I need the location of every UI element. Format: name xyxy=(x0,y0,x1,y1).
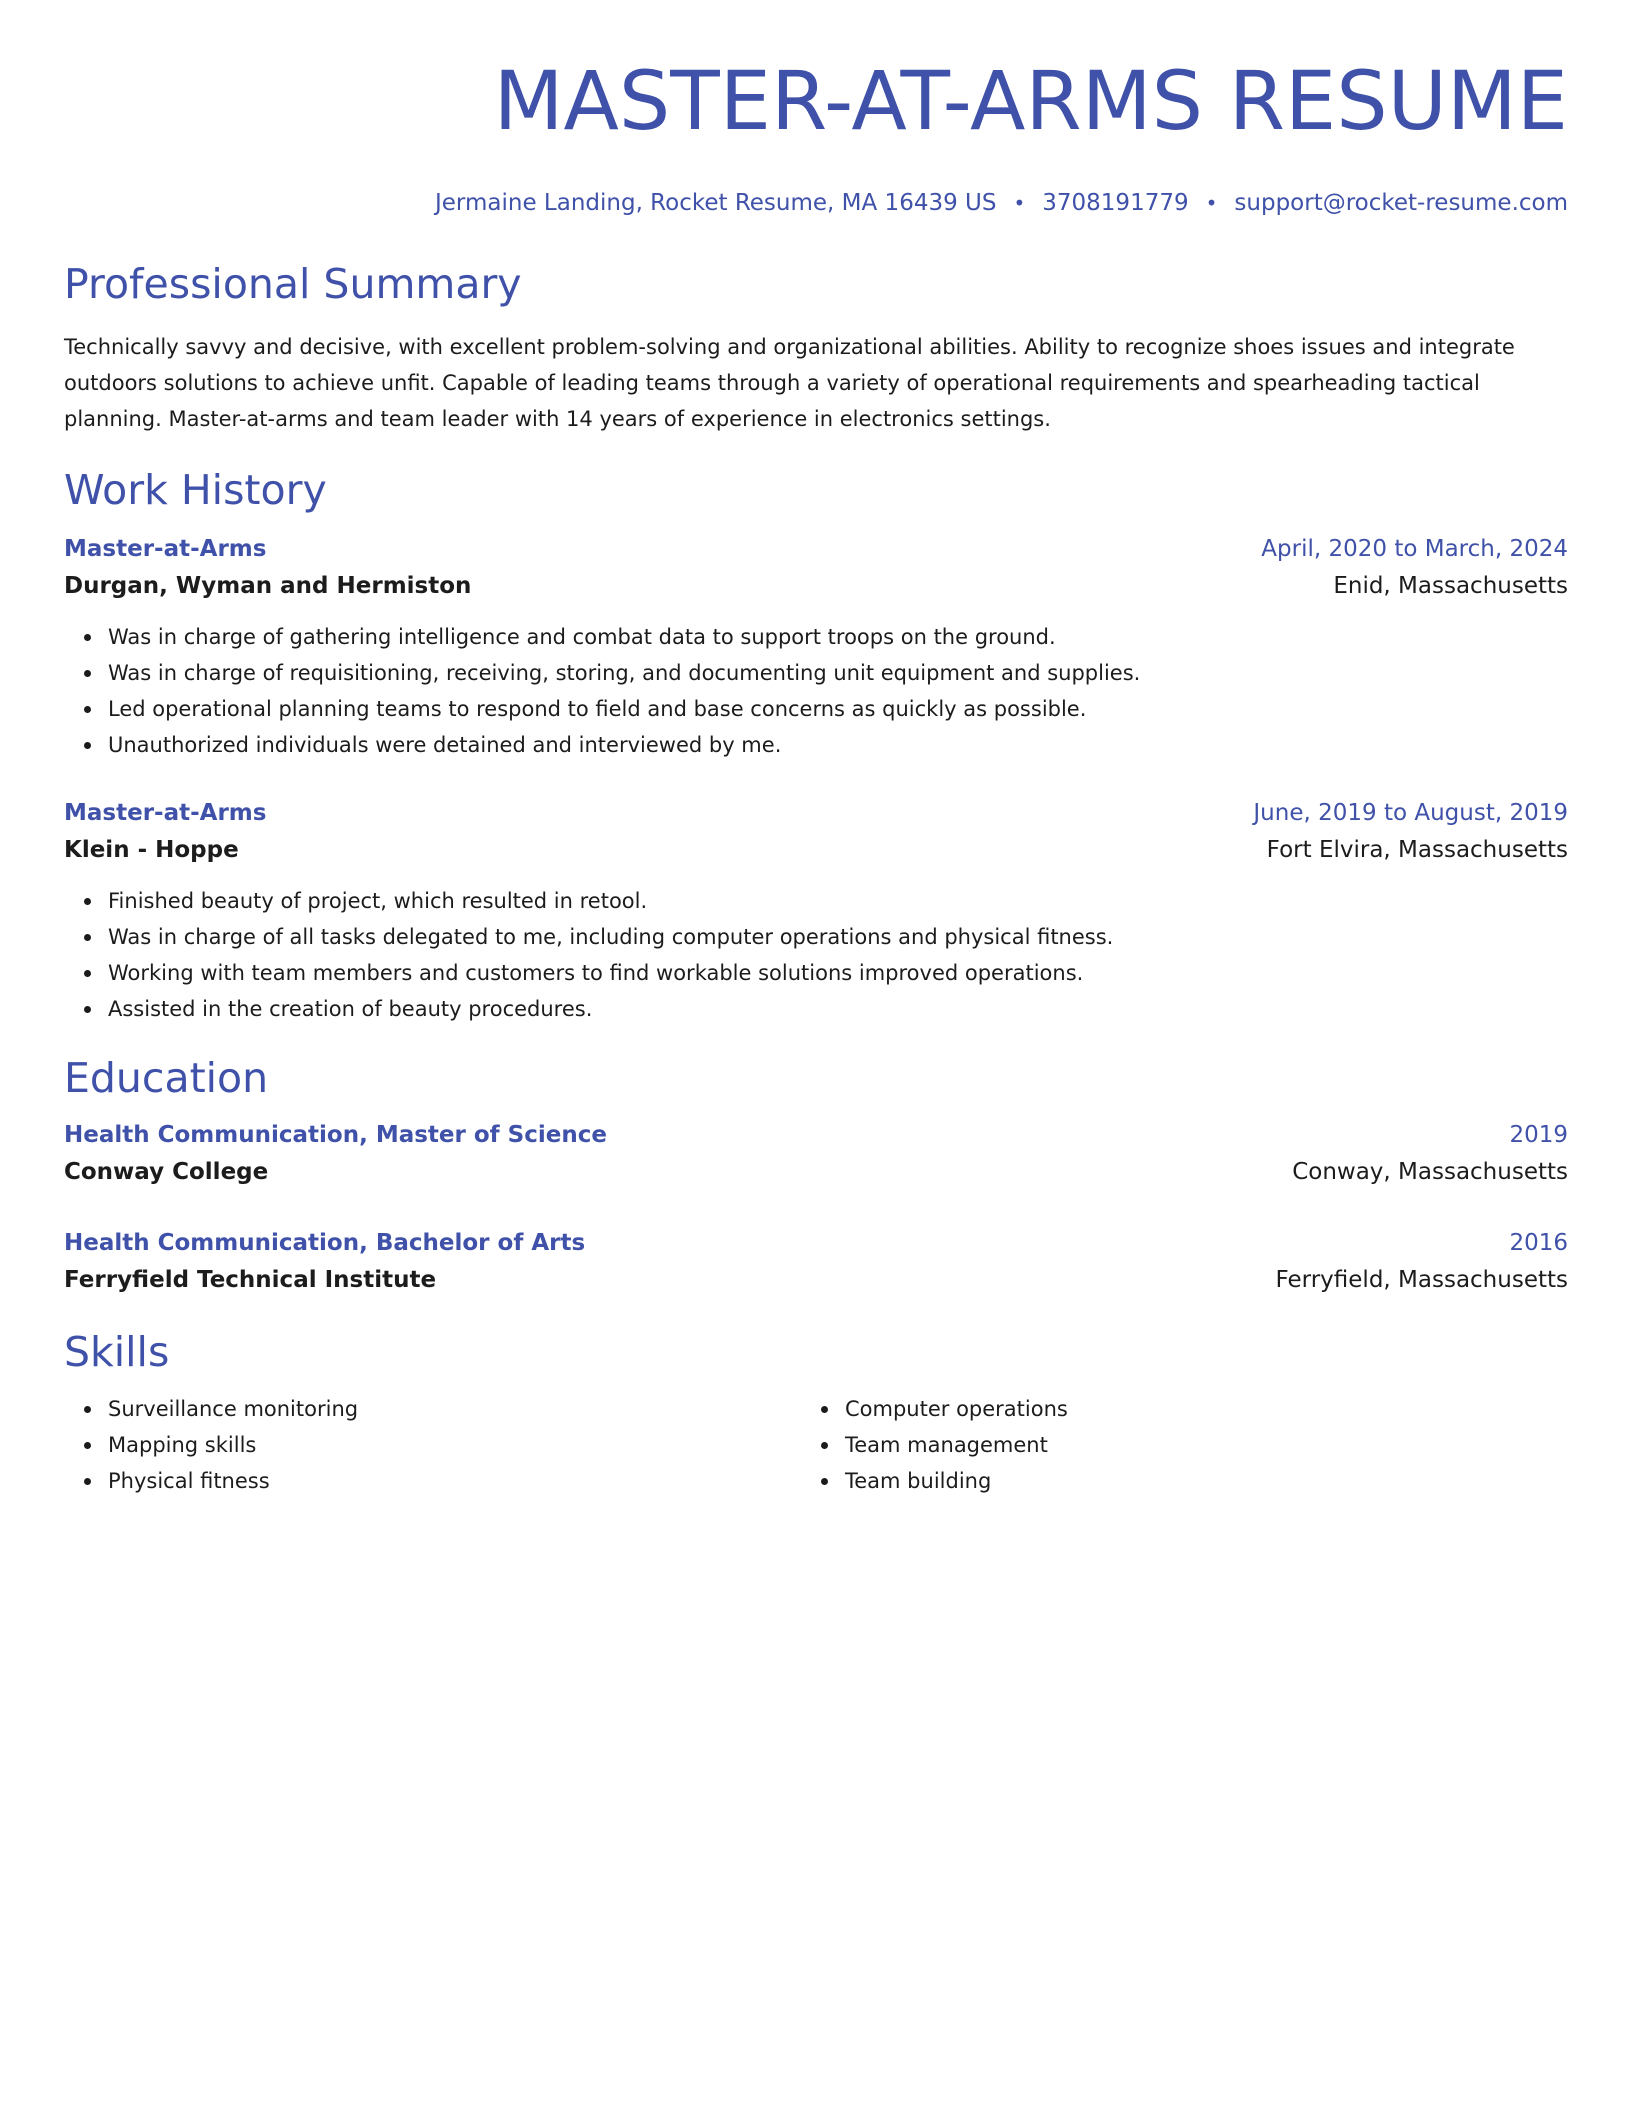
education-school: Ferryfield Technical Institute xyxy=(64,1267,437,1293)
job-dates: June, 2019 to August, 2019 xyxy=(1253,800,1568,826)
job-location: Fort Elvira, Massachusetts xyxy=(1266,837,1568,863)
list-item: Finished beauty of project, which resulted in retool. xyxy=(108,883,1568,919)
job-company: Klein - Hoppe xyxy=(64,837,239,863)
job-title: Master-at-Arms xyxy=(64,536,267,562)
skills-column-right xyxy=(801,1391,1538,1499)
job-header-row xyxy=(64,795,1568,831)
education-location: Conway, Massachusetts xyxy=(1292,1159,1568,1185)
education-year: 2019 xyxy=(1509,1122,1568,1148)
contact-line xyxy=(64,188,1568,218)
contact-phone: 3708191779 xyxy=(1042,190,1189,216)
contact-separator: • xyxy=(1205,191,1218,215)
section-title-skills: Skills xyxy=(64,1328,170,1376)
list-item: Was in charge of all tasks delegated to me, including computer operations and physical fitness. xyxy=(108,919,1568,955)
education-entry xyxy=(64,1225,1568,1299)
education-header-row xyxy=(64,1117,1568,1153)
job-bullets xyxy=(64,619,1568,763)
job-entry xyxy=(64,531,1568,763)
job-location: Enid, Massachusetts xyxy=(1333,573,1568,599)
education-degree: Health Communication, Bachelor of Arts xyxy=(64,1230,586,1256)
resume-title: MASTER-AT-ARMS RESUME xyxy=(493,55,1568,149)
skill-item: Team building xyxy=(845,1463,1538,1499)
skill-item: Surveillance monitoring xyxy=(108,1391,801,1427)
skill-item: Computer operations xyxy=(845,1391,1538,1427)
job-company: Durgan, Wyman and Hermiston xyxy=(64,573,472,599)
job-entry xyxy=(64,795,1568,1027)
skill-item: Physical fitness xyxy=(108,1463,801,1499)
resume-header xyxy=(64,52,1568,218)
education-location: Ferryfield, Massachusetts xyxy=(1275,1267,1568,1293)
section-title-education: Education xyxy=(64,1054,269,1102)
section-title-summary: Professional Summary xyxy=(64,260,522,308)
list-item: Led operational planning teams to respond to field and base concerns as quickly as possible. xyxy=(108,691,1568,727)
list-item: Was in charge of gathering intelligence and combat data to support troops on the ground. xyxy=(108,619,1568,655)
section-title-work-history: Work History xyxy=(64,466,327,514)
skills-column-left xyxy=(64,1391,801,1499)
skills-list xyxy=(801,1391,1538,1499)
education-entry xyxy=(64,1117,1568,1191)
job-company-row xyxy=(64,831,1568,869)
list-item: Was in charge of requisitioning, receiving, storing, and documenting unit equipment and supplies. xyxy=(108,655,1568,691)
education-school: Conway College xyxy=(64,1159,269,1185)
job-title: Master-at-Arms xyxy=(64,800,267,826)
skills-list xyxy=(64,1391,801,1499)
education-year: 2016 xyxy=(1509,1230,1568,1256)
summary-text: Technically savvy and decisive, with excellent problem-solving and organizational abilities. Ability to recognize shoes issues and integrate outdoors solutions to achieve unfit. Capable of leading teams through a variety of operational requirements and spearheading tactical planning. Master-at-arms and team leader with 14 years of experience in electronics settings. xyxy=(64,335,1515,431)
skill-item: Mapping skills xyxy=(108,1427,801,1463)
education-school-row xyxy=(64,1261,1568,1299)
job-bullets xyxy=(64,883,1568,1027)
skill-item: Team management xyxy=(845,1427,1538,1463)
contact-email[interactable]: support@rocket-resume.com xyxy=(1234,190,1568,216)
job-dates: April, 2020 to March, 2024 xyxy=(1261,536,1568,562)
education-header-row xyxy=(64,1225,1568,1261)
contact-separator: • xyxy=(1013,191,1026,215)
list-item: Unauthorized individuals were detained and interviewed by me. xyxy=(108,727,1568,763)
list-item: Working with team members and customers to find workable solutions improved operations. xyxy=(108,955,1568,991)
job-header-row xyxy=(64,531,1568,567)
skills-grid xyxy=(64,1391,1568,1499)
education-degree: Health Communication, Master of Science xyxy=(64,1122,607,1148)
contact-address: Jermaine Landing, Rocket Resume, MA 16439 US xyxy=(435,190,997,216)
education-school-row xyxy=(64,1153,1568,1191)
job-company-row xyxy=(64,567,1568,605)
list-item: Assisted in the creation of beauty procedures. xyxy=(108,991,1568,1027)
